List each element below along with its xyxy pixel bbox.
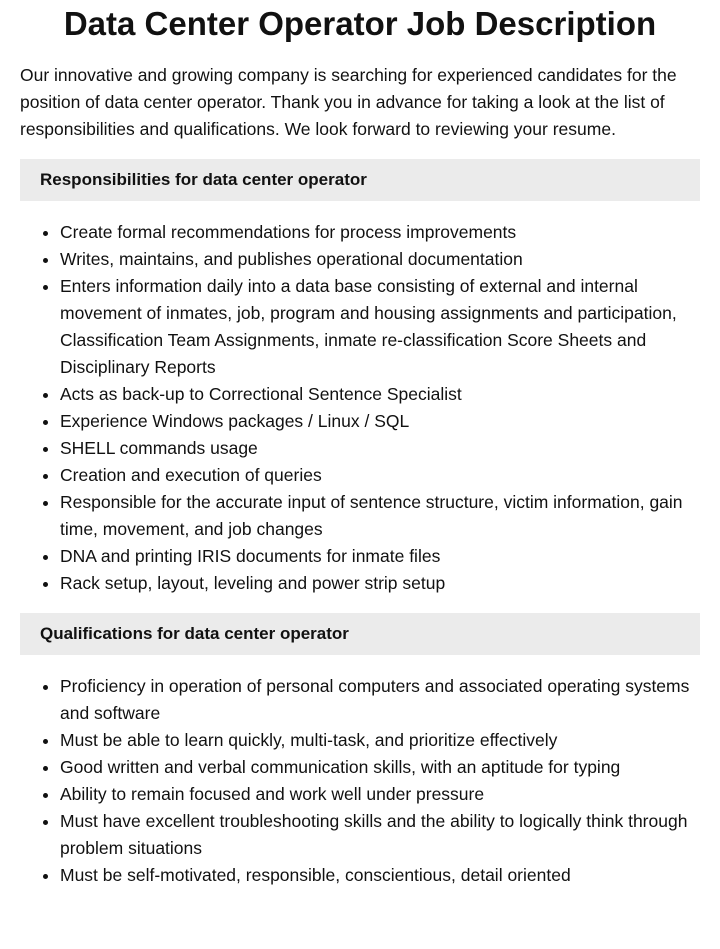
intro-paragraph: Our innovative and growing company is searching for experienced candidates for the position of data center operator. Thank you in advance for taking a look at the list of responsibilities and qualifications. We look forward to reviewing your resume. [20, 65, 677, 139]
list-item: • Enters information daily into a data base consisting of external and internal movement of inmates, job, program and housing assignments and participation, Classification Team Assignments, inmate re-classification Score Sheets and Disciplinary Reports [60, 273, 700, 381]
list-item: • Rack setup, layout, leveling and power strip setup [60, 570, 700, 597]
list-item: • Create formal recommendations for process improvements [60, 219, 700, 246]
list-item: • Experience Windows packages / Linux / SQL [60, 408, 700, 435]
list-item: • Good written and verbal communication skills, with an aptitude for typing [60, 754, 700, 781]
list-item: • Creation and execution of queries [60, 462, 700, 489]
list-item: • Ability to remain focused and work well under pressure [60, 781, 700, 808]
list-item: • Responsible for the accurate input of sentence structure, victim information, gain time, movement, and job changes [60, 489, 700, 543]
list-item: • Writes, maintains, and publishes operational documentation [60, 246, 700, 273]
list-item: • SHELL commands usage [60, 435, 700, 462]
responsibilities-list [20, 219, 700, 597]
page-title: Data Center Operator Job Description [63, 5, 657, 42]
list-item: • Must be able to learn quickly, multi-task, and prioritize effectively [60, 727, 700, 754]
list-item: • Acts as back-up to Correctional Sentence Specialist [60, 381, 700, 408]
list-item: • Must have excellent troubleshooting skills and the ability to logically think through problem situations [60, 808, 700, 862]
qualifications-list [20, 673, 700, 889]
list-item: • DNA and printing IRIS documents for inmate files [60, 543, 700, 570]
list-item: • Proficiency in operation of personal computers and associated operating systems and software [60, 673, 700, 727]
qualifications-heading: Qualifications for data center operator [20, 613, 700, 655]
responsibilities-heading: Responsibilities for data center operator [20, 159, 700, 201]
list-item: • Must be self-motivated, responsible, conscientious, detail oriented [60, 862, 700, 889]
